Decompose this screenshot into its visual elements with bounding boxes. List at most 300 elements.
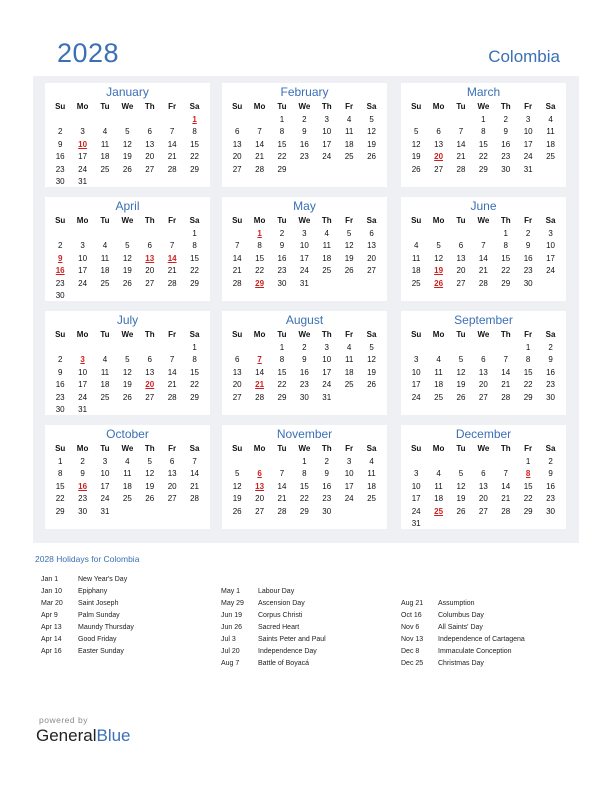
week-row (405, 392, 562, 405)
day-cell: 11 (412, 253, 421, 263)
day-cell: 5 (369, 114, 374, 124)
week-row (49, 228, 206, 241)
holiday-day-cell: 19 (434, 266, 444, 275)
day-cell: 1 (279, 342, 285, 352)
day-cell (539, 518, 561, 531)
day-cell: 1 (481, 114, 486, 124)
weekday-label: We (298, 216, 311, 225)
day-cell: 22 (190, 152, 199, 161)
day-cell: 30 (55, 177, 65, 186)
day-cell: 27 (255, 506, 265, 516)
week-row (405, 493, 562, 506)
day-cell: 30 (546, 506, 555, 516)
day-cell: 25 (100, 164, 110, 174)
day-cell: 29 (277, 164, 287, 174)
day-cell (539, 278, 561, 291)
day-cell: 14 (478, 253, 488, 263)
day-cell: 10 (78, 253, 88, 263)
day-cell: 23 (299, 152, 309, 161)
day-cell: 9 (503, 127, 508, 136)
day-cell (161, 176, 183, 189)
month-july (45, 311, 210, 415)
day-cell: 14 (255, 367, 265, 377)
day-cell: 10 (411, 481, 421, 491)
day-cell: 2 (57, 241, 63, 250)
weekday-label: Th (500, 330, 511, 339)
day-cell: 15 (299, 481, 309, 491)
day-cell: 3 (302, 228, 307, 238)
week-row (226, 354, 383, 367)
weekday-header (49, 215, 206, 228)
holiday-day-cell: 3 (80, 355, 85, 364)
weekday-label: Fr (168, 216, 177, 225)
day-cell: 2 (57, 355, 63, 364)
week-row (226, 468, 383, 481)
day-cell (139, 404, 161, 417)
day-cell: 7 (481, 241, 486, 250)
day-cell: 17 (322, 139, 332, 149)
day-cell: 16 (501, 139, 511, 149)
day-cell: 15 (255, 253, 265, 263)
day-cell: 27 (478, 392, 488, 402)
day-cell: 21 (167, 266, 177, 275)
week-row (405, 139, 562, 152)
day-cell (450, 342, 472, 355)
day-cell: 4 (346, 114, 352, 124)
day-cell: 10 (546, 241, 555, 250)
day-cell: 20 (478, 494, 488, 503)
day-cell: 13 (232, 139, 242, 149)
day-cell: 5 (458, 469, 464, 478)
day-cell: 19 (122, 380, 132, 389)
day-cell (139, 176, 161, 189)
weekday-label: Su (232, 444, 243, 453)
day-cell (338, 278, 360, 291)
weekday-header (405, 329, 562, 342)
weekday-label: Su (411, 102, 422, 111)
month-name: August (285, 313, 324, 327)
day-cell: 3 (324, 114, 329, 124)
holiday-date: May 29 (221, 600, 244, 607)
day-cell: 13 (145, 139, 155, 149)
weekday-label: Th (144, 444, 155, 453)
holiday-item (41, 586, 134, 598)
day-cell (161, 506, 183, 519)
day-cell: 11 (322, 241, 331, 250)
day-cell: 6 (147, 127, 152, 136)
day-cell: 3 (80, 127, 85, 136)
day-cell: 9 (525, 241, 531, 250)
holiday-day-cell: 9 (57, 253, 63, 263)
day-cell: 27 (434, 164, 444, 174)
day-cell: 25 (122, 494, 132, 503)
weekday-label: Su (232, 216, 243, 225)
weekday-label: Fr (345, 444, 354, 453)
day-cell: 16 (277, 253, 287, 263)
weekday-label: Fr (524, 102, 533, 111)
weekday-label: Th (500, 102, 511, 111)
day-cell: 5 (369, 342, 374, 352)
day-cell (49, 114, 71, 127)
week-row (226, 151, 383, 164)
day-cell: 31 (523, 164, 533, 174)
day-cell: 20 (232, 152, 242, 161)
holiday-date: Dec 8 (401, 648, 420, 655)
month-grid (226, 443, 383, 518)
day-cell: 29 (55, 506, 65, 516)
holiday-item (221, 586, 326, 598)
day-cell: 18 (546, 139, 555, 149)
day-cell: 10 (322, 355, 332, 364)
day-cell: 18 (367, 481, 376, 491)
day-cell: 29 (190, 392, 199, 402)
day-cell: 25 (411, 278, 421, 288)
day-cell: 25 (100, 392, 110, 402)
weekday-label: Mo (76, 330, 89, 339)
day-cell: 29 (277, 392, 287, 402)
holiday-item (401, 622, 525, 634)
holiday-date: Jul 20 (221, 648, 240, 655)
day-cell: 10 (523, 127, 533, 136)
weekday-label: Tu (456, 102, 466, 111)
day-cell: 12 (434, 253, 444, 263)
week-row (226, 228, 383, 241)
weekday-label: Mo (432, 444, 445, 453)
day-cell: 1 (57, 456, 63, 466)
day-cell: 14 (167, 139, 177, 149)
day-cell (49, 228, 71, 241)
day-cell (495, 456, 517, 469)
holiday-item (401, 610, 525, 622)
day-cell: 17 (78, 266, 88, 275)
day-cell: 12 (344, 241, 354, 250)
day-cell: 12 (367, 127, 376, 136)
holiday-date: Aug 21 (401, 600, 424, 607)
day-cell: 2 (548, 456, 553, 466)
day-cell: 26 (411, 164, 421, 174)
day-cell: 15 (55, 481, 65, 491)
day-cell: 3 (413, 469, 419, 478)
day-cell: 8 (192, 355, 197, 364)
day-cell: 23 (55, 278, 65, 288)
holiday-date: Dec 25 (401, 660, 424, 667)
day-cell: 28 (167, 164, 177, 174)
holiday-date: Apr 16 (41, 648, 62, 655)
day-cell: 2 (302, 342, 307, 352)
day-cell (427, 228, 449, 241)
day-cell: 19 (122, 266, 132, 275)
day-cell: 24 (411, 506, 421, 516)
weekday-label: Tu (277, 102, 287, 111)
day-cell: 28 (501, 506, 511, 516)
day-cell: 21 (277, 494, 287, 503)
day-cell (183, 404, 205, 417)
weekday-label: Th (500, 216, 511, 225)
day-cell: 19 (344, 253, 354, 263)
week-row (226, 379, 383, 392)
month-name: April (115, 199, 140, 213)
month-name: December (455, 427, 512, 441)
day-cell: 6 (234, 127, 240, 136)
holiday-day-cell: 10 (78, 139, 88, 149)
week-row (49, 164, 206, 177)
day-cell: 31 (78, 405, 88, 414)
holiday-date: Jun 19 (221, 612, 243, 619)
weekday-label: Fr (524, 216, 533, 225)
weekday-label: Su (411, 330, 422, 339)
weekday-label: Mo (253, 102, 266, 111)
weekday-header (405, 101, 562, 114)
day-cell (161, 228, 183, 241)
week-row (226, 278, 383, 291)
holiday-item (221, 622, 326, 634)
day-cell: 4 (102, 127, 108, 136)
week-row (226, 265, 383, 278)
day-cell: 1 (279, 114, 285, 124)
holiday-name: Independence Day (258, 648, 317, 655)
day-cell: 14 (190, 469, 199, 478)
weekday-label: Sa (545, 444, 556, 453)
day-cell: 28 (255, 392, 265, 402)
day-cell (71, 228, 93, 241)
day-cell: 14 (167, 367, 177, 377)
week-row (49, 392, 206, 405)
day-cell: 1 (525, 456, 531, 466)
day-cell: 17 (322, 367, 332, 377)
holiday-date: Mar 20 (41, 600, 63, 607)
day-cell (94, 176, 116, 189)
day-cell: 4 (346, 342, 352, 352)
day-cell: 12 (122, 367, 132, 377)
day-cell: 26 (367, 380, 376, 389)
week-row (405, 379, 562, 392)
day-cell (472, 456, 494, 469)
weekday-label: We (121, 216, 134, 225)
weekday-label: We (298, 102, 311, 111)
month-grid (405, 215, 562, 290)
day-cell: 26 (232, 506, 242, 516)
week-row (49, 354, 206, 367)
day-cell: 6 (147, 241, 152, 250)
weekday-label: Fr (345, 330, 354, 339)
day-cell (450, 456, 472, 469)
day-cell: 3 (324, 342, 329, 352)
day-cell: 6 (147, 355, 152, 364)
day-cell: 7 (169, 241, 175, 250)
day-cell: 25 (322, 266, 332, 275)
weekday-label: Su (55, 330, 66, 339)
week-row (405, 151, 562, 164)
holiday-day-cell: 26 (434, 278, 444, 288)
day-cell: 12 (456, 481, 466, 491)
day-cell: 2 (279, 228, 285, 238)
holiday-name: Independence of Cartagena (438, 636, 525, 643)
holiday-item (401, 634, 525, 646)
holiday-item (41, 634, 134, 646)
day-cell: 18 (322, 253, 332, 263)
day-cell: 4 (548, 114, 553, 124)
week-row (49, 278, 206, 291)
weekday-header (405, 443, 562, 456)
day-cell: 7 (192, 456, 197, 466)
day-cell (405, 342, 427, 355)
holiday-item (41, 622, 134, 634)
holiday-day-cell: 14 (167, 253, 177, 263)
day-cell (161, 342, 183, 355)
holiday-column (401, 598, 525, 670)
day-cell (248, 456, 270, 469)
holiday-date: Apr 9 (41, 612, 58, 619)
day-cell: 28 (456, 164, 466, 174)
day-cell: 30 (523, 278, 533, 288)
day-cell: 3 (548, 228, 553, 238)
day-cell: 18 (100, 380, 110, 389)
day-cell: 25 (344, 152, 354, 161)
day-cell: 22 (523, 380, 533, 389)
weekday-label: Sa (189, 330, 200, 339)
day-cell: 20 (232, 380, 242, 389)
day-cell: 11 (434, 367, 443, 377)
holiday-name: Easter Sunday (78, 648, 124, 655)
day-cell: 16 (546, 481, 555, 491)
month-april (45, 197, 210, 301)
day-cell: 18 (100, 266, 110, 275)
holidays-title: 2028 Holidays for Colombia (35, 554, 140, 564)
day-cell: 12 (145, 469, 155, 478)
weekday-label: Su (232, 330, 243, 339)
day-cell: 20 (456, 266, 466, 275)
day-cell: 9 (57, 367, 63, 377)
weekday-label: Th (144, 102, 155, 111)
weekday-label: Fr (168, 102, 177, 111)
weekday-label: Tu (100, 102, 110, 111)
holiday-name: Labour Day (258, 588, 295, 595)
month-november (222, 425, 387, 529)
day-cell: 16 (299, 139, 309, 149)
day-cell: 22 (277, 152, 287, 161)
weekday-label: We (477, 444, 490, 453)
day-cell: 1 (302, 456, 307, 466)
weekday-header (49, 443, 206, 456)
holiday-day-cell: 20 (145, 380, 155, 389)
holiday-date: Jul 3 (221, 636, 236, 643)
day-cell: 26 (122, 278, 132, 288)
day-cell: 17 (411, 494, 421, 503)
month-grid (49, 443, 206, 518)
day-cell: 2 (525, 228, 531, 238)
day-cell: 30 (322, 506, 332, 516)
day-cell: 4 (324, 228, 329, 238)
weekday-label: Mo (432, 102, 445, 111)
weekday-label: Fr (345, 216, 354, 225)
day-cell: 15 (190, 253, 199, 263)
day-cell: 22 (190, 380, 199, 389)
week-row (49, 139, 206, 152)
month-grid (405, 443, 562, 531)
month-name: November (276, 427, 333, 441)
day-cell: 24 (411, 392, 421, 402)
day-cell: 25 (546, 152, 555, 161)
holiday-date: Apr 13 (41, 624, 62, 631)
day-cell (183, 176, 205, 189)
day-cell: 9 (548, 469, 553, 478)
weekday-header (405, 215, 562, 228)
day-cell: 23 (546, 380, 555, 389)
day-cell: 28 (232, 278, 242, 288)
day-cell (517, 518, 539, 531)
day-cell: 10 (299, 241, 309, 250)
week-row (405, 518, 562, 531)
day-cell: 15 (277, 139, 287, 149)
weekday-label: Sa (366, 216, 377, 225)
day-cell: 22 (501, 266, 511, 275)
weekday-label: We (121, 330, 134, 339)
day-cell (450, 114, 472, 127)
day-cell: 27 (145, 164, 155, 174)
weekday-label: Tu (277, 216, 287, 225)
day-cell: 19 (456, 494, 466, 503)
day-cell (71, 290, 93, 303)
day-cell (94, 290, 116, 303)
day-cell: 18 (434, 380, 444, 389)
holiday-name: All Saints' Day (438, 624, 483, 631)
day-cell: 13 (232, 367, 242, 377)
holiday-date: May 1 (221, 588, 241, 595)
day-cell: 4 (102, 241, 108, 250)
day-cell: 15 (277, 367, 287, 377)
day-cell: 10 (411, 367, 421, 377)
day-cell: 5 (125, 241, 130, 250)
day-cell: 17 (523, 139, 533, 149)
week-row (49, 151, 206, 164)
day-cell: 10 (322, 127, 332, 136)
day-cell: 29 (478, 164, 488, 174)
day-cell (472, 228, 494, 241)
week-row (49, 456, 206, 469)
day-cell: 27 (232, 392, 242, 402)
holiday-date: Jun 26 (221, 624, 243, 631)
holiday-day-cell: 1 (257, 228, 262, 238)
holiday-day-cell: 13 (255, 481, 265, 491)
holiday-day-cell: 8 (525, 469, 531, 478)
holiday-name: Maundy Thursday (78, 624, 134, 631)
day-cell: 31 (322, 392, 332, 402)
weekday-label: Mo (76, 444, 89, 453)
week-row (405, 228, 562, 241)
day-cell: 13 (478, 481, 488, 491)
day-cell (338, 164, 360, 177)
day-cell: 14 (501, 367, 511, 377)
weekday-label: Sa (545, 330, 556, 339)
day-cell: 11 (100, 367, 110, 377)
day-cell: 31 (411, 519, 421, 528)
day-cell: 8 (503, 241, 508, 250)
day-cell: 30 (55, 291, 65, 300)
day-cell: 30 (546, 392, 555, 402)
week-row (49, 404, 206, 417)
month-name: July (116, 313, 139, 327)
day-cell: 22 (277, 380, 287, 389)
day-cell: 21 (190, 481, 199, 491)
holiday-day-cell: 16 (55, 266, 65, 275)
month-february (222, 83, 387, 187)
weekday-label: Mo (253, 444, 266, 453)
holiday-date: Apr 14 (41, 636, 62, 643)
week-row (49, 481, 206, 494)
weekday-label: Mo (432, 330, 445, 339)
day-cell: 15 (523, 367, 533, 377)
day-cell: 7 (503, 355, 508, 364)
